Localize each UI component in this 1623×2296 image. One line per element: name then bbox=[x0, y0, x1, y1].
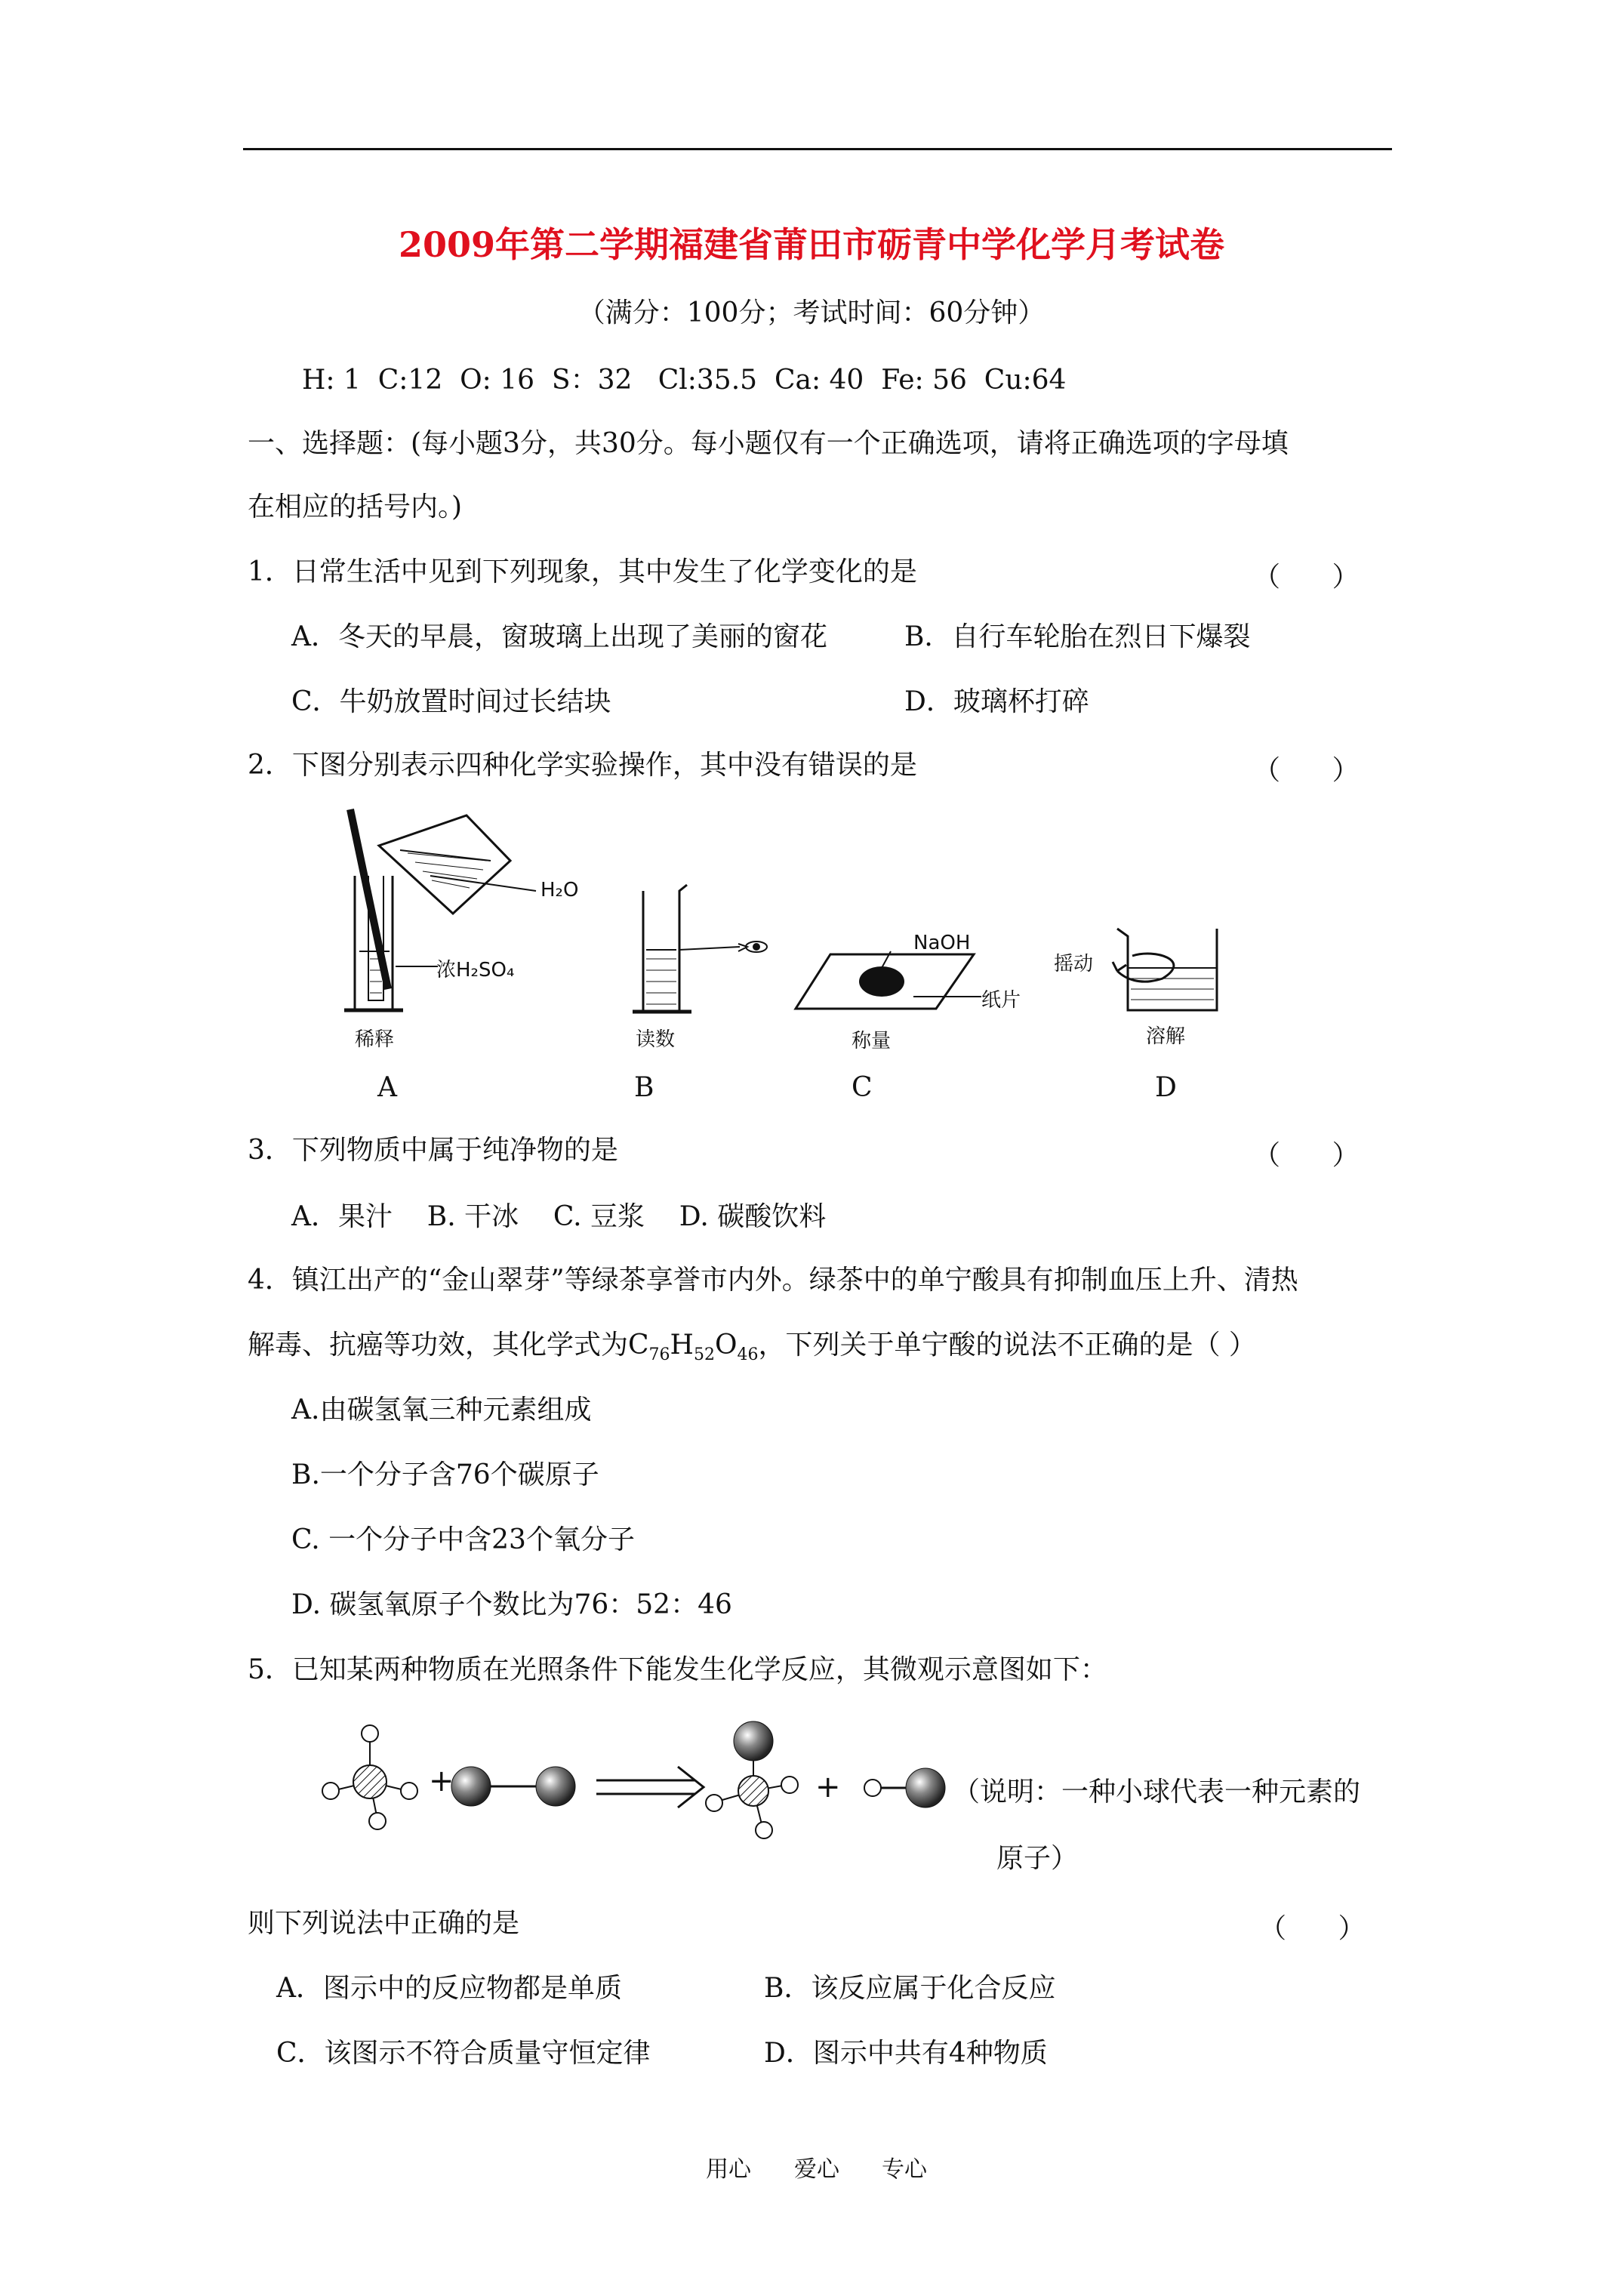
q2-label-b: B bbox=[634, 1072, 654, 1103]
footer-right: 专心 bbox=[882, 2156, 927, 2183]
q4-stem-line2: 解毒、抗癌等功效，其化学式为$C_{76}H_{52}O_{46}$，下列关于单宁酸的说法不正确的是（ ） bbox=[248, 1330, 1256, 1365]
q3-answer-paren: （ ） bbox=[1253, 1140, 1360, 1171]
q2-stem: 2．下图分别表示四种化学实验操作，其中没有错误的是 bbox=[248, 750, 917, 781]
figure-dilution bbox=[332, 808, 619, 1049]
caption-dissolving: 溶解 bbox=[1146, 1025, 1186, 1048]
q5-option-c: C．该图示不符合质量守恒定律 bbox=[276, 2038, 651, 2069]
q1-option-a: A．冬天的早晨，窗玻璃上出现了美丽的窗花 bbox=[291, 621, 827, 652]
q1-option-b: B．自行车轮胎在烈日下爆裂 bbox=[904, 621, 1251, 652]
caption-dilution: 稀释 bbox=[355, 1028, 395, 1051]
q3-stem: 3．下列物质中属于纯净物的是 bbox=[248, 1135, 618, 1166]
plus-sign-1: + bbox=[429, 1764, 454, 1798]
q5-stem: 5．已知某两种物质在光照条件下能发生化学反应，其微观示意图如下： bbox=[248, 1654, 1107, 1685]
q5-option-b: B．该反应属于化合反应 bbox=[764, 1973, 1056, 2004]
q4-option-d: D. 碳氢氧原子个数比为76：52：46 bbox=[291, 1589, 732, 1620]
q4-option-b: B.一个分子含76个碳原子 bbox=[291, 1459, 599, 1490]
q5-option-a: A．图示中的反应物都是单质 bbox=[276, 1973, 622, 2004]
q2-answer-paren: （ ） bbox=[1253, 755, 1360, 786]
q2-label-c: C bbox=[852, 1072, 873, 1103]
plus-sign-2: + bbox=[815, 1770, 841, 1804]
q4-stem-line1: 4．镇江出产的“金山翠芽”等绿茶享誉市内外。绿茶中的单宁酸具有抑制血压上升、清热 bbox=[248, 1265, 1298, 1296]
atomic-masses: H: 1 C:12 O: 16 S：32 Cl:35.5 Ca: 40 Fe: 56 Cu:64 bbox=[302, 365, 1067, 396]
caption-weighing: 称量 bbox=[852, 1030, 892, 1052]
q1-option-c: C．牛奶放置时间过长结块 bbox=[291, 686, 611, 717]
figure-dissolving bbox=[1110, 926, 1238, 1016]
label-water: H₂O bbox=[540, 879, 579, 901]
q4-option-a: A.由碳氢氧三种元素组成 bbox=[291, 1395, 592, 1425]
q2-label-a: A bbox=[377, 1072, 397, 1103]
section-heading-line2: 在相应的括号内。) bbox=[248, 492, 463, 522]
label-naoh: NaOH bbox=[913, 932, 971, 954]
q5-question: 则下列说法中正确的是 bbox=[248, 1908, 520, 1939]
q1-answer-paren: （ ） bbox=[1253, 562, 1360, 593]
footer-mid: 爱心 bbox=[794, 2156, 839, 2183]
label-shake: 摇动 bbox=[1054, 953, 1094, 975]
figure-reaction bbox=[317, 1706, 966, 1857]
q4-option-c: C. 一个分子中含23个氧分子 bbox=[291, 1524, 635, 1555]
q5-note-line2: 原子） bbox=[996, 1843, 1079, 1874]
q1-option-d: D．玻璃杯打碎 bbox=[904, 686, 1089, 717]
q1-stem: 1．日常生活中见到下列现象，其中发生了化学变化的是 bbox=[248, 556, 917, 587]
q5-note-line1: （说明：一种小球代表一种元素的 bbox=[953, 1777, 1361, 1808]
label-conc-acid: 浓H₂SO₄ bbox=[436, 959, 515, 982]
footer-left: 用心 bbox=[706, 2156, 751, 2183]
q5-option-d: D．图示中共有4种物质 bbox=[764, 2038, 1048, 2069]
header-rule bbox=[243, 148, 1392, 150]
page-title: 2009年第二学期福建省莆田市砺青中学化学月考试卷 bbox=[398, 224, 1225, 265]
label-paper: 纸片 bbox=[981, 989, 1021, 1012]
section-heading-line1: 一、选择题：(每小题3分，共30分。每小题仅有一个正确选项，请将正确选项的字母填 bbox=[248, 428, 1289, 459]
figure-weighing bbox=[793, 951, 989, 1019]
q3-options: A．果汁 B. 干冰 C. 豆浆 D. 碳酸饮料 bbox=[291, 1201, 827, 1232]
caption-reading: 读数 bbox=[636, 1028, 676, 1051]
figure-reading bbox=[627, 883, 793, 1027]
exam-subtitle: （满分：100分；考试时间：60分钟） bbox=[577, 297, 1046, 328]
q5-answer-paren: （ ） bbox=[1259, 1913, 1366, 1944]
q2-label-d: D bbox=[1155, 1072, 1177, 1103]
